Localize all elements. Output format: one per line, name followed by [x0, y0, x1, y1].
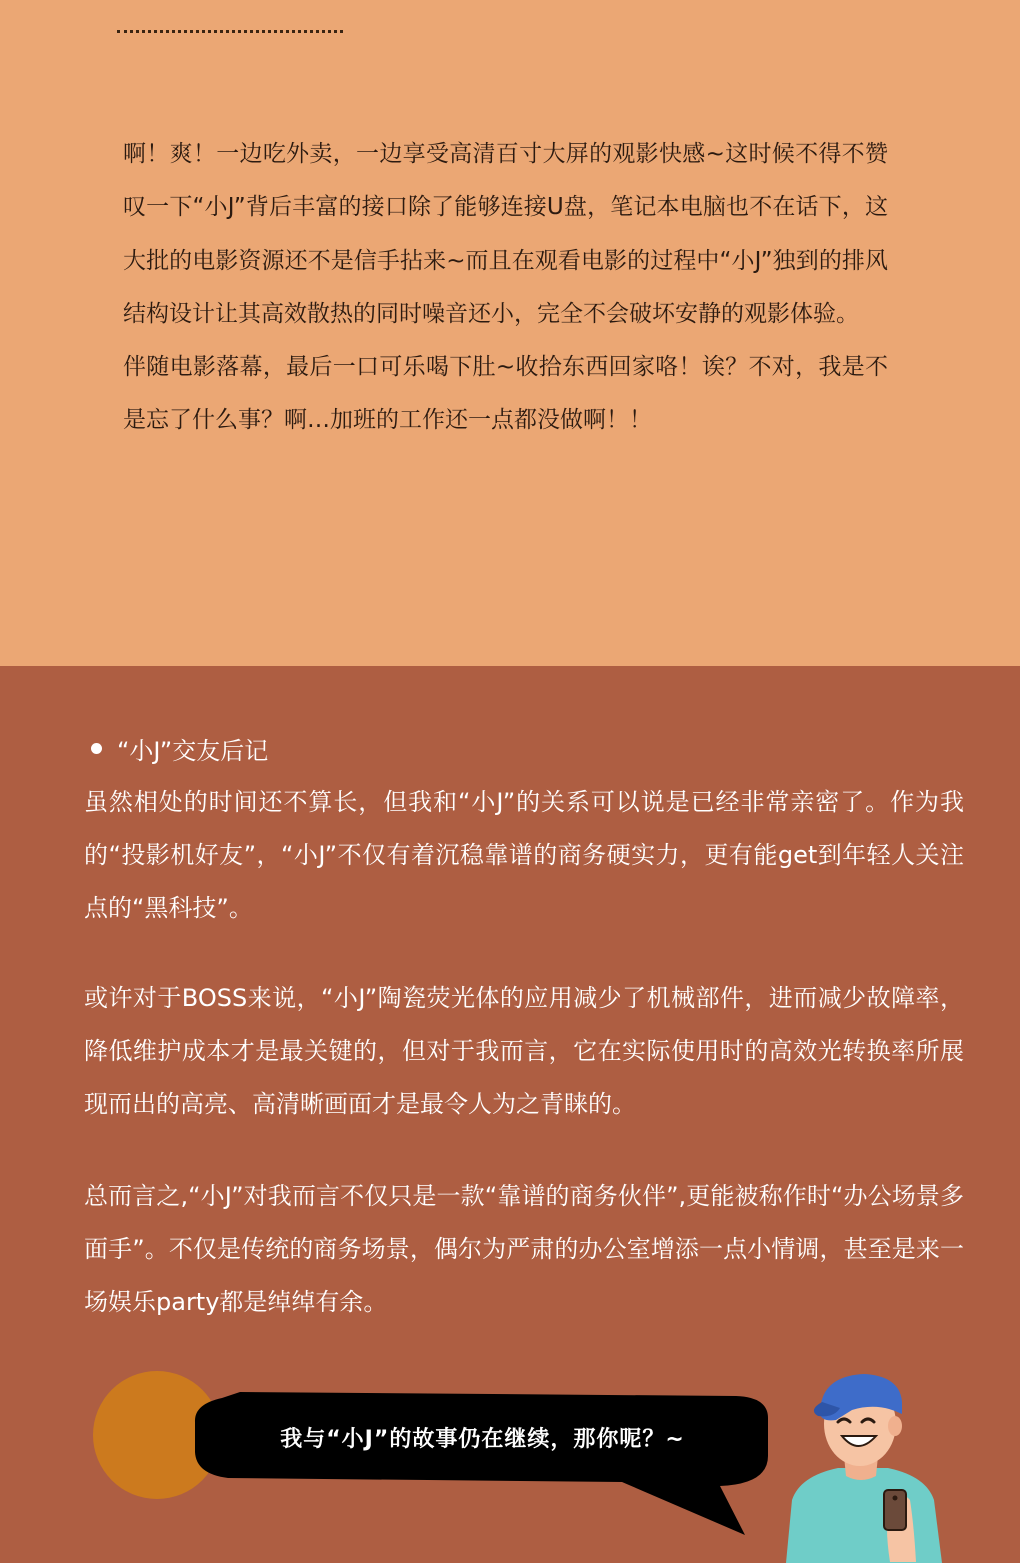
bottom-paragraph-1: 虽然相处的时间还不算长，但我和“小J”的关系可以说是已经非常亲密了。作为我的“投影机好友”，“小J”不仅有着沉稳靠谱的商务硬实力，更有能get到年轻人关注点的“黑科技”。 — [84, 788, 964, 922]
bottom-paragraph-2: 或许对于BOSS来说，“小J”陶瓷荧光体的应用减少了机械部件，进而减少故障率，降低维护成本才是最关键的，但对于我而言，它在实际使用时的高效光转换率所展现而出的高亮、高清晰画面才是最令人为之青睐的。 — [84, 984, 964, 1118]
section-heading-text: “小J”交友后记 — [117, 736, 269, 765]
smiling-person-with-phone-icon — [778, 1372, 948, 1563]
speech-bubble-text: 我与“小J”的故事仍在继续，那你呢？~ — [280, 1427, 685, 1452]
bottom-paragraph-3: 总而言之,“小J”对我而言不仅只是一款“靠谱的商务伙伴”,更能被称作时“办公场景多面手”。不仅是传统的商务场景，偶尔为严肃的办公室增添一点小情调，甚至是来一场娱乐party都是绰绰有余。 — [84, 1182, 964, 1316]
top-paragraph-1: 啊！爽！一边吃外卖，一边享受高清百寸大屏的观影快感~这时候不得不赞叹一下“小J”背后丰富的接口除了能够连接U盘，笔记本电脑也不在话下，这大批的电影资源还不是信手拈来~而且在观看电影的过程中“小J”独到的排风结构设计让其高效散热的同时噪音还小，完全不会破坏安静的观影体验。 — [123, 141, 888, 327]
top-paragraph-2: 伴随电影落幕，最后一口可乐喝下肚~收拾东西回家咯！诶？不对，我是不是忘了什么事？啊…加班的工作还一点都没做啊！！ — [123, 354, 888, 434]
